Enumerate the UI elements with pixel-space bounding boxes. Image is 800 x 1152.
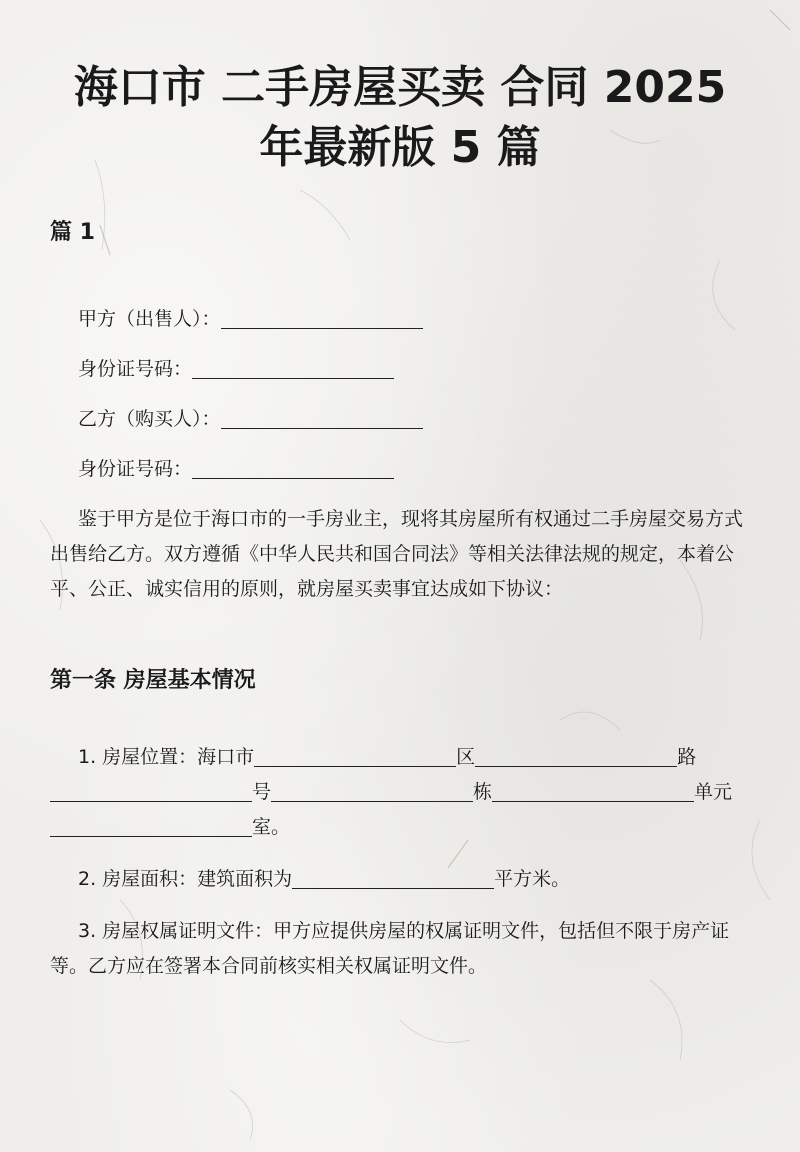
party-b-id-label: 身份证号码： (78, 458, 193, 480)
unit-label: 单元 (694, 781, 733, 803)
district-label: 区 (456, 746, 476, 768)
number-label: 号 (252, 781, 272, 803)
road-label: 路 (677, 746, 697, 768)
item-2-prefix: 2. 房屋面积：建筑面积为 (78, 868, 293, 890)
party-b-line (50, 402, 750, 437)
article-1-heading: 第一条 房屋基本情况 (50, 668, 256, 693)
party-a-line (50, 302, 750, 337)
document-title (40, 58, 760, 178)
party-a-id-line (50, 352, 750, 387)
party-b-blank (221, 406, 423, 429)
room-label: 室。 (252, 816, 291, 838)
title-line-1: 海口市 二手房屋买卖 合同 2025 (73, 62, 727, 113)
section-heading-1: 篇 1 (50, 220, 95, 245)
number-blank (50, 779, 252, 802)
item-3-ownership-docs: 3. 房屋权属证明文件：甲方应提供房屋的权属证明文件，包括但不限于房产证等。乙方应在签署本合同前核实相关权属证明文件。 (50, 920, 730, 977)
room-blank (50, 814, 252, 837)
building-label: 栋 (473, 781, 493, 803)
area-blank (292, 866, 494, 889)
district-blank (254, 744, 456, 767)
unit-blank (492, 779, 694, 802)
item-1-prefix: 1. 房屋位置：海口市 (78, 746, 255, 768)
item-2-suffix: 平方米。 (494, 868, 571, 890)
party-a-id-blank (192, 356, 394, 379)
party-a-blank (221, 306, 423, 329)
party-a-id-label: 身份证号码： (78, 358, 193, 380)
item-2-area (50, 862, 750, 897)
road-blank (475, 744, 677, 767)
title-line-2: 年最新版 5 篇 (259, 122, 541, 173)
party-b-label: 乙方（购买人）： (78, 408, 221, 430)
party-b-id-line (50, 452, 750, 487)
party-a-label: 甲方（出售人）： (78, 308, 221, 330)
preamble-paragraph: 鉴于甲方是位于海口市的一手房业主，现将其房屋所有权通过二手房屋交易方式出售给乙方。双方遵循《中华人民共和国合同法》等相关法律法规的规定，本着公平、公正、诚实信用的原则，就房屋买卖事宜达成如下协议： (50, 508, 744, 600)
building-blank (271, 779, 473, 802)
party-b-id-blank (192, 456, 394, 479)
item-1-location (50, 740, 750, 845)
